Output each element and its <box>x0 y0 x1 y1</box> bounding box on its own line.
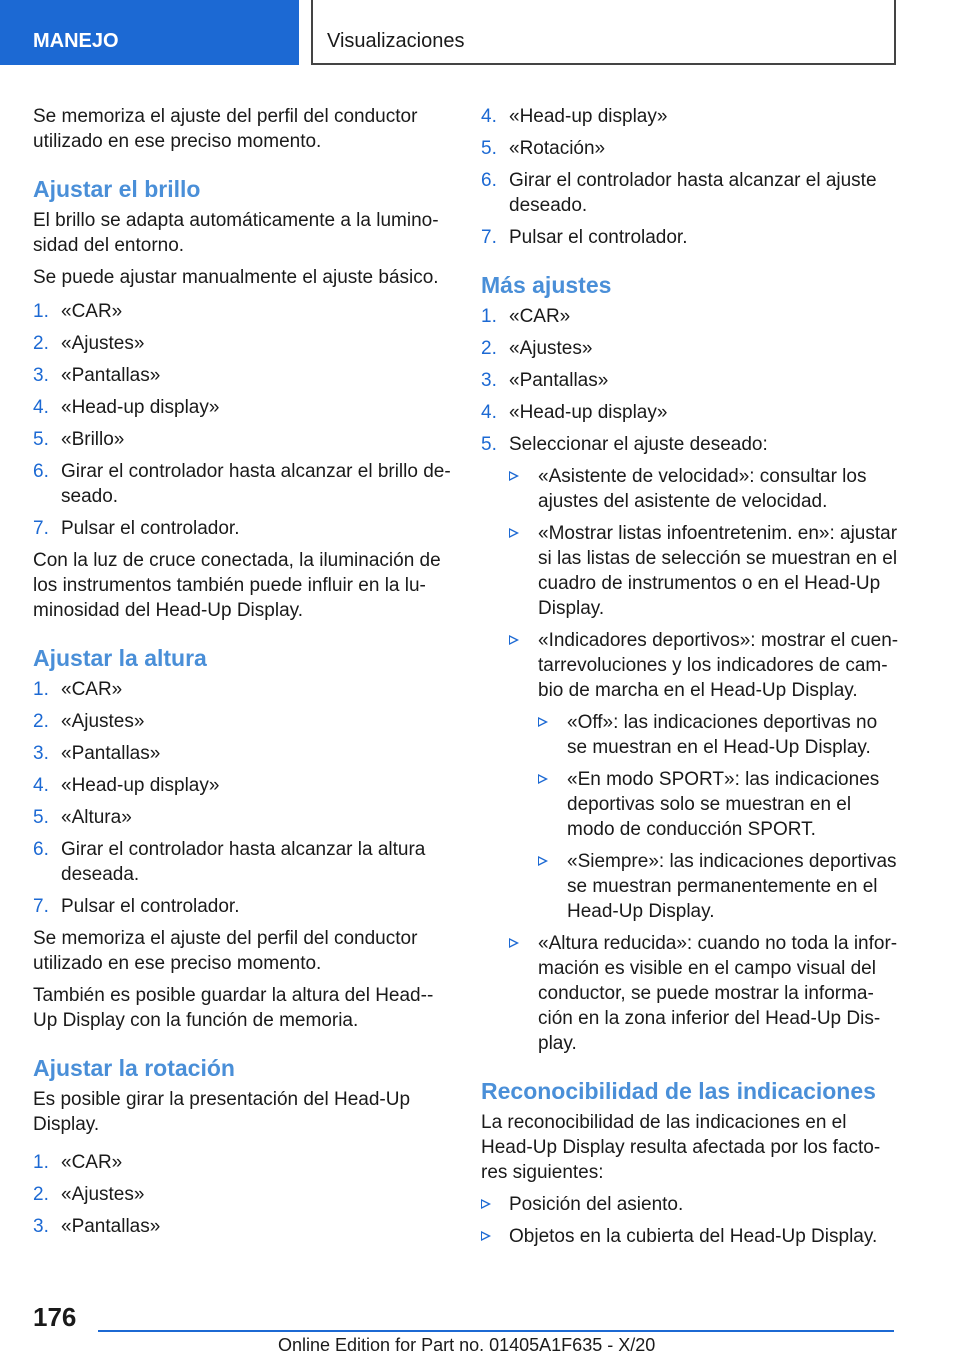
list-item: 5. «Brillo» <box>33 429 125 450</box>
height-steps <box>33 677 451 919</box>
rotation-steps-continued <box>481 104 899 250</box>
list-item: «Siempre»: las indicaciones deportivas se muestran permanentemente en el Head-Up Display. <box>538 849 899 924</box>
list-item: 1. «CAR» <box>33 301 123 322</box>
list-item: 4. «Head-up display» <box>33 775 220 796</box>
list-item: 5. Seleccionar el ajuste deseado: «Asistente de velocidad»: consultar los ajustes del asistente de velocidad. «Mostrar listas infoentretenim. en»: ajustar si las listas de selección se muestran en el cuadro de instrumentos o en el Head-Up Display. «Indicadores deportivos»: mostrar el cuen‐tarrevoluciones y los indicadores de cam‐bio de marcha en el Head-Up Display. «Off»: las indicaciones deportivas no se muestran en el Head-Up Display. «En modo SPORT»: las indicaciones deportivas solo se muestran en el modo de conducción SPORT. «Siempre»: las indicaciones deportivas se muestran permanentemente en el Head-Up Display. «Altura reducida»: cuando no toda la infor‐mación es visible en el campo visual del conductor, se puede mostrar la informa‐ción en la zona inferior del Head-Up Dis‐play. <box>481 434 899 1054</box>
rotation-steps <box>33 1150 451 1239</box>
rotation-paragraph: Es posible girar la presentación del Head-Up Display. <box>33 1089 411 1135</box>
list-item: Objetos en la cubierta del Head-Up Display. <box>481 1224 899 1249</box>
heading-rotation: Ajustar la rotación <box>33 1055 235 1081</box>
list-item: Posición del asiento. <box>481 1192 899 1217</box>
settings-options <box>509 464 899 1056</box>
list-item: 2. «Ajustes» <box>33 333 145 354</box>
heading-brightness: Ajustar el brillo <box>33 176 201 202</box>
triangle-bullet-icon <box>481 1199 491 1209</box>
chapter-tab <box>311 0 896 65</box>
brightness-steps <box>33 299 451 541</box>
list-item: 7. Pulsar el controlador. <box>481 227 688 248</box>
list-item: 2. «Ajustes» <box>33 1184 145 1205</box>
intro-paragraph: Se memoriza el ajuste del perfil del conductor utilizado en ese preciso momento. <box>33 106 418 152</box>
list-item: «Asistente de velocidad»: consultar los ajustes del asistente de velocidad. <box>509 464 899 514</box>
list-item: 2. «Ajustes» <box>33 711 145 732</box>
list-item: 1. «CAR» <box>481 306 571 327</box>
brightness-paragraph-1: El brillo se adapta automáticamente a la lumino‐sidad del entorno. <box>33 210 439 256</box>
footer-edition: Online Edition for Part no. 01405A1F635 - X/20 <box>278 1335 656 1355</box>
triangle-bullet-icon <box>538 717 548 727</box>
triangle-bullet-icon <box>538 774 548 784</box>
heading-recognition: Reconocibilidad de las indicaciones <box>481 1078 876 1104</box>
section-tab <box>0 0 299 65</box>
height-paragraph-1: Se memoriza el ajuste del perfil del conductor utilizado en ese preciso momento. <box>33 928 418 974</box>
brightness-paragraph-3: Con la luz de cruce conectada, la iluminación de los instrumentos también puede influir en la lu‐minosidad del Head-Up Display. <box>33 550 441 621</box>
heading-height: Ajustar la altura <box>33 645 207 671</box>
triangle-bullet-icon <box>509 471 519 481</box>
triangle-bullet-icon <box>538 856 548 866</box>
sport-indicator-options <box>538 710 899 924</box>
right-column <box>481 104 899 1256</box>
triangle-bullet-icon <box>509 635 519 645</box>
list-item: «Indicadores deportivos»: mostrar el cuen‐tarrevoluciones y los indicadores de cam‐bio de marcha en el Head-Up Display. «Off»: las indicaciones deportivas no se muestran en el Head-Up Display. «En modo SPORT»: las indicaciones deportivas solo se muestran en el modo de conducción SPORT. «Siempre»: las indicaciones deportivas se muestran permanentemente en el Head-Up Display. <box>509 628 899 924</box>
triangle-bullet-icon <box>509 528 519 538</box>
recognition-factors <box>481 1192 899 1249</box>
list-item: 4. «Head-up display» <box>33 397 220 418</box>
triangle-bullet-icon <box>481 1231 491 1241</box>
page-number: 176 <box>33 1302 77 1332</box>
list-item: 1. «CAR» <box>33 1152 123 1173</box>
list-item: 1. «CAR» <box>33 679 123 700</box>
list-item: «Off»: las indicaciones deportivas no se muestran en el Head-Up Display. <box>538 710 899 760</box>
recognition-paragraph: La reconocibilidad de las indicaciones en el Head-Up Display resulta afectada por los facto‐res siguientes: <box>481 1112 881 1183</box>
height-paragraph-2: También es posible guardar la altura del Head-‐Up Display con la función de memoria. <box>33 985 434 1031</box>
list-item: 6. Girar el controlador hasta alcanzar el brillo de‐seado. <box>33 461 451 507</box>
list-item: «Altura reducida»: cuando no toda la infor‐mación es visible en el campo visual del conductor, se puede mostrar la informa‐ción en la zona inferior del Head-Up Dis‐play. <box>509 931 899 1056</box>
list-item: 3. «Pantallas» <box>33 365 161 386</box>
list-item: 5. «Altura» <box>33 807 132 828</box>
list-item: 5. «Rotación» <box>481 138 606 159</box>
list-item: 7. Pulsar el controlador. <box>33 518 240 539</box>
list-item: 3. «Pantallas» <box>481 370 609 391</box>
list-item: «En modo SPORT»: las indicaciones deportivas solo se muestran en el modo de conducción SPORT. <box>538 767 899 842</box>
list-item: «Mostrar listas infoentretenim. en»: ajustar si las listas de selección se muestran en el cuadro de instrumentos o en el Head-Up Display. <box>509 521 899 621</box>
brightness-paragraph-2: Se puede ajustar manualmente el ajuste básico. <box>33 267 439 288</box>
list-item: 7. Pulsar el controlador. <box>33 896 240 917</box>
triangle-bullet-icon <box>509 938 519 948</box>
chapter-title: Visualizaciones <box>327 30 465 52</box>
more-settings-steps <box>481 304 899 1056</box>
list-item: 3. «Pantallas» <box>33 1216 161 1237</box>
list-item: 4. «Head-up display» <box>481 402 668 423</box>
heading-more-settings: Más ajustes <box>481 272 612 298</box>
list-item: 2. «Ajustes» <box>481 338 593 359</box>
list-item: 4. «Head-up display» <box>481 106 668 127</box>
left-column <box>33 104 451 1246</box>
section-title: MANEJO <box>33 30 119 52</box>
list-item: 6. Girar el controlador hasta alcanzar el ajuste deseado. <box>481 170 877 216</box>
list-item: 3. «Pantallas» <box>33 743 161 764</box>
list-item: 6. Girar el controlador hasta alcanzar la altura deseada. <box>33 839 426 885</box>
footer-divider <box>98 1330 894 1332</box>
